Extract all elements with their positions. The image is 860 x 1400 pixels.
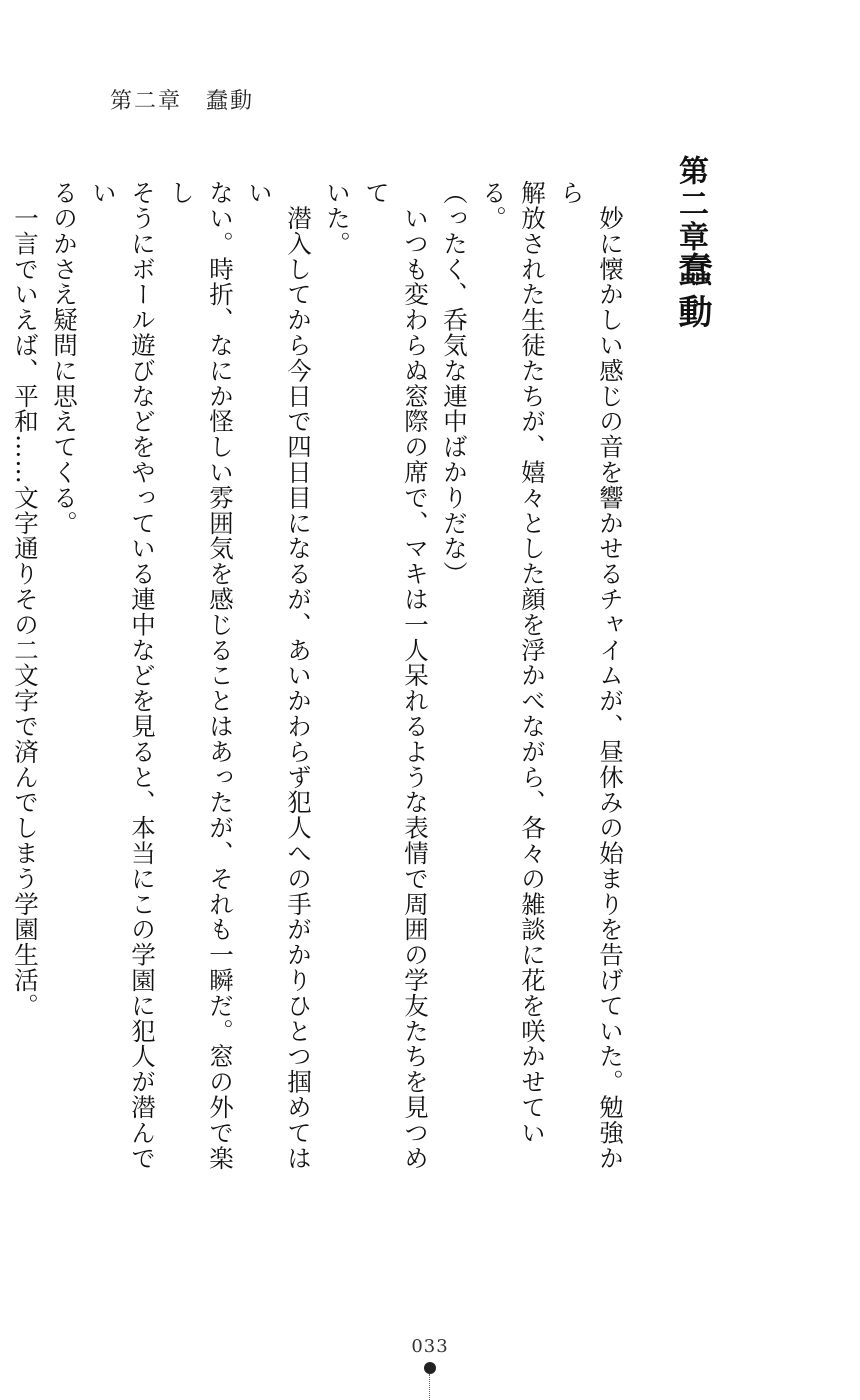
running-header: 第二章 蠢動 (110, 89, 255, 114)
paragraph-3: いつも変わらぬ窓際の席で、マキは一人呆れるような表情で周囲の学友たちを見つめて いた。 (323, 180, 430, 1171)
page-number: 033 (411, 1336, 449, 1357)
chapter-title: 蠢動 (672, 252, 712, 336)
body-text (11, 180, 630, 1190)
page-marker-dot (424, 1362, 436, 1374)
chapter-number: 第二章 (673, 155, 708, 254)
paragraph-2: （ったく、呑気な連中ばかりだな） (440, 180, 469, 587)
paragraph-5: 一言でいえば、平和……文字通りその二文字で済んでしまう学園生活。 (11, 180, 40, 1019)
paragraph-1: 妙に懐かしい感じの音を響かせるチャイムが、昼休みの始まりを告げていた。勉強から 解放された生徒たちが、嬉々とした顔を浮かべながら、各々の雑談に花を咲かせている。 (479, 180, 625, 1171)
paragraph-4: 潜入してから今日で四日目になるが、あいかわらず犯人への手がかりひとつ掴めてはい ない。時折、なにか怪しい雰囲気を感じることはあったが、それも一瞬だ。窓の外で楽し そうにボール遊びなどをやっている連中などを見ると、本当にこの学園に犯人が潜んでい るのかさえ疑問に思えてくる。 (50, 180, 313, 1171)
page-marker-line (429, 1374, 430, 1400)
